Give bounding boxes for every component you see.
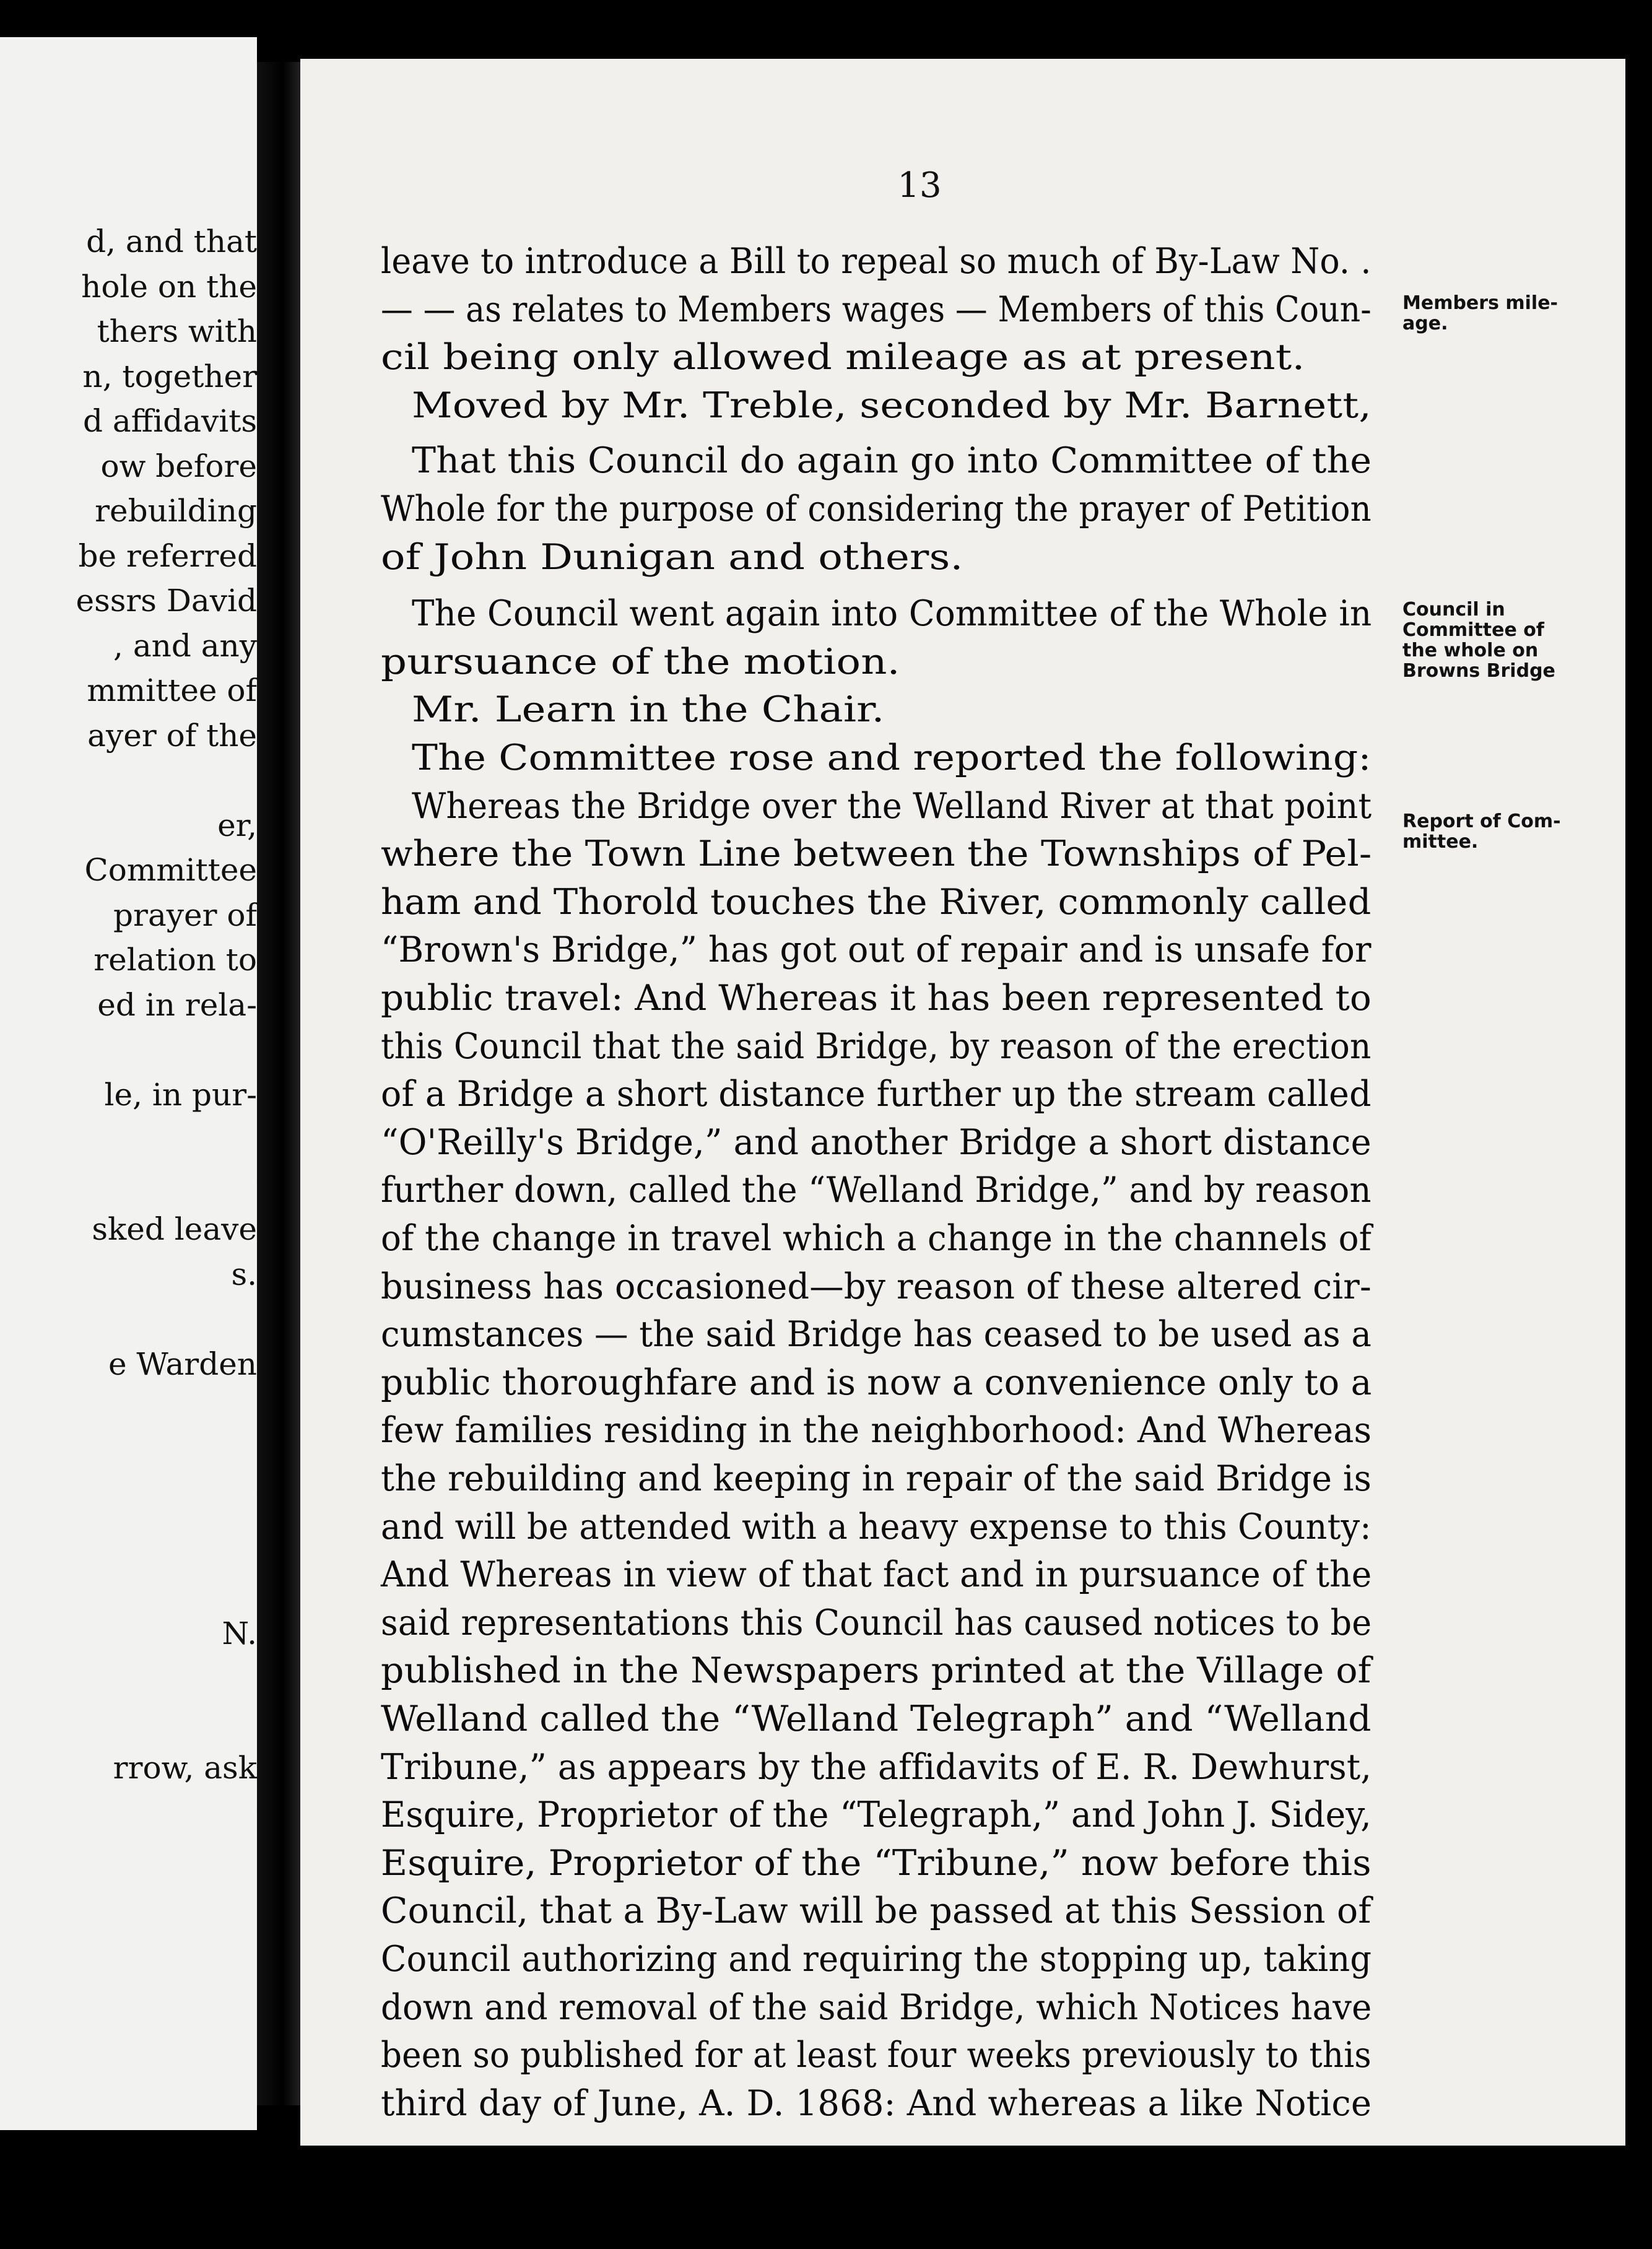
body-text-line: Council authorizing and requiring the stopping up, taking: [381, 1939, 1372, 1980]
body-text-line: business has occasioned—by reason of these altered cir-: [381, 1266, 1372, 1307]
left-page-line: er,: [217, 807, 257, 843]
body-text-line: third day of June, A. D. 1868: And whereas a like Notice: [381, 2082, 1372, 2124]
body-text-line: ham and Thorold touches the River, commonly called: [381, 881, 1372, 923]
body-text-line: of John Dunigan and others.: [381, 536, 963, 578]
left-page-line: hole on the: [81, 268, 257, 305]
margin-note-line: Committee of: [1402, 619, 1544, 641]
left-page-line: s.: [231, 1256, 257, 1292]
margin-note-line: Browns Bridge: [1402, 660, 1555, 682]
left-page-line: ayer of the: [87, 717, 257, 754]
left-page-line: essrs David: [76, 583, 257, 619]
margin-note-line: the whole on: [1402, 640, 1539, 661]
margin-note-line: mittee.: [1402, 831, 1479, 853]
body-text-line: of the change in travel which a change in the channels of: [381, 1218, 1372, 1259]
body-text-line: cil being only allowed mileage as at present.: [381, 337, 1305, 378]
body-text-line: further down, called the “Welland Bridge,” and by reason: [381, 1170, 1372, 1211]
left-page-fragment: [0, 37, 257, 2130]
body-text-line: Moved by Mr. Treble, seconded by Mr. Barnett,: [412, 385, 1372, 426]
left-page-line: ed in rela-: [97, 986, 257, 1023]
body-text-line: — — as relates to Members wages — Members of this Coun-: [381, 289, 1372, 330]
body-text-line: Whereas the Bridge over the Welland River at that point: [412, 785, 1372, 827]
body-text-line: leave to introduce a Bill to repeal so much of By-Law No. .: [381, 241, 1372, 282]
margin-note: [1402, 293, 1601, 334]
left-page-line: mmittee of: [87, 672, 257, 708]
margin-note: [1402, 811, 1601, 852]
body-text-line: few families residing in the neighborhood: And Whereas: [381, 1410, 1372, 1451]
left-page-line: prayer of: [113, 897, 257, 933]
body-text-line: and will be attended with a heavy expense to this County:: [381, 1506, 1372, 1547]
body-text-line: The Committee rose and reported the following:: [412, 737, 1372, 778]
body-text-line: cumstances — the said Bridge has ceased to be used as a: [381, 1314, 1372, 1355]
margin-note-line: Report of Com-: [1402, 811, 1561, 832]
left-page-line: , and any: [113, 627, 257, 664]
margin-note-line: age.: [1402, 313, 1448, 334]
left-page-line: Committee: [84, 852, 257, 888]
left-page-line: e Warden: [108, 1346, 257, 1382]
left-page-line: n, together: [82, 358, 257, 394]
body-text-line: Esquire, Proprietor of the “Tribune,” now before this: [381, 1842, 1372, 1884]
left-page-line: d, and that: [86, 224, 257, 259]
body-text-line: Welland called the “Welland Telegraph” and “Welland: [381, 1699, 1372, 1739]
body-text-line: pursuance of the motion.: [381, 641, 900, 682]
body-text-line: the rebuilding and keeping in repair of the said Bridge is: [381, 1458, 1372, 1499]
body-text-line: “O'Reilly's Bridge,” and another Bridge a short distance: [381, 1121, 1372, 1163]
body-text-line: Mr. Learn in the Chair.: [412, 689, 885, 731]
body-text-line: That this Council do again go into Committee of the: [412, 440, 1372, 482]
left-page-line: ow before: [100, 448, 257, 484]
body-text-line: said representations this Council has caused notices to be: [381, 1602, 1372, 1643]
body-text-line: published in the Newspapers printed at the Village of: [381, 1650, 1372, 1692]
body-text-line: down and removal of the said Bridge, which Notices have: [381, 1986, 1372, 2028]
book-gutter: [257, 62, 300, 2105]
body-text-line: where the Town Line between the Townships of Pel-: [381, 833, 1372, 875]
body-text-line: Council, that a By-Law will be passed at this Session of: [381, 1890, 1372, 1932]
left-page-line: thers with: [97, 313, 257, 349]
left-page-line: rrow, ask: [113, 1750, 257, 1786]
margin-note: [1402, 599, 1601, 681]
left-page-line: le, in pur-: [104, 1076, 257, 1113]
body-text-line: And Whereas in view of that fact and in pursuance of the: [381, 1554, 1372, 1596]
body-text-line: public travel: And Whereas it has been represented to: [381, 978, 1372, 1019]
left-page-line: sked leave: [92, 1211, 257, 1247]
body-text-line: Esquire, Proprietor of the “Telegraph,” and John J. Sidey,: [381, 1794, 1372, 1836]
body-text-line: Whole for the purpose of considering the prayer of Petition: [381, 489, 1372, 529]
left-page-line: N.: [222, 1615, 257, 1651]
body-text-line: “Brown's Bridge,” has got out of repair and is unsafe for: [381, 929, 1372, 971]
body-text-line: this Council that the said Bridge, by reason of the erection: [381, 1025, 1372, 1067]
margin-note-line: Members mile-: [1402, 292, 1559, 314]
left-page-line: rebuilding: [95, 493, 257, 529]
body-text-line: public thoroughfare and is now a convenience only to a: [381, 1362, 1372, 1403]
body-text-line: The Council went again into Committee of the Whole in: [412, 593, 1372, 635]
left-page-line: d affidavits: [82, 403, 257, 439]
left-page-line: be referred: [78, 537, 257, 574]
left-page-line: relation to: [93, 942, 257, 978]
body-text-line: of a Bridge a short distance further up the stream called: [381, 1074, 1372, 1115]
right-page: [300, 59, 1625, 2146]
body-text-line: Tribune,” as appears by the affidavits of E. R. Dewhurst,: [381, 1746, 1372, 1788]
margin-note-line: Council in: [1402, 599, 1505, 620]
page-number: 13: [897, 165, 942, 206]
body-text-line: been so published for at least four weeks previously to this: [381, 2035, 1372, 2076]
